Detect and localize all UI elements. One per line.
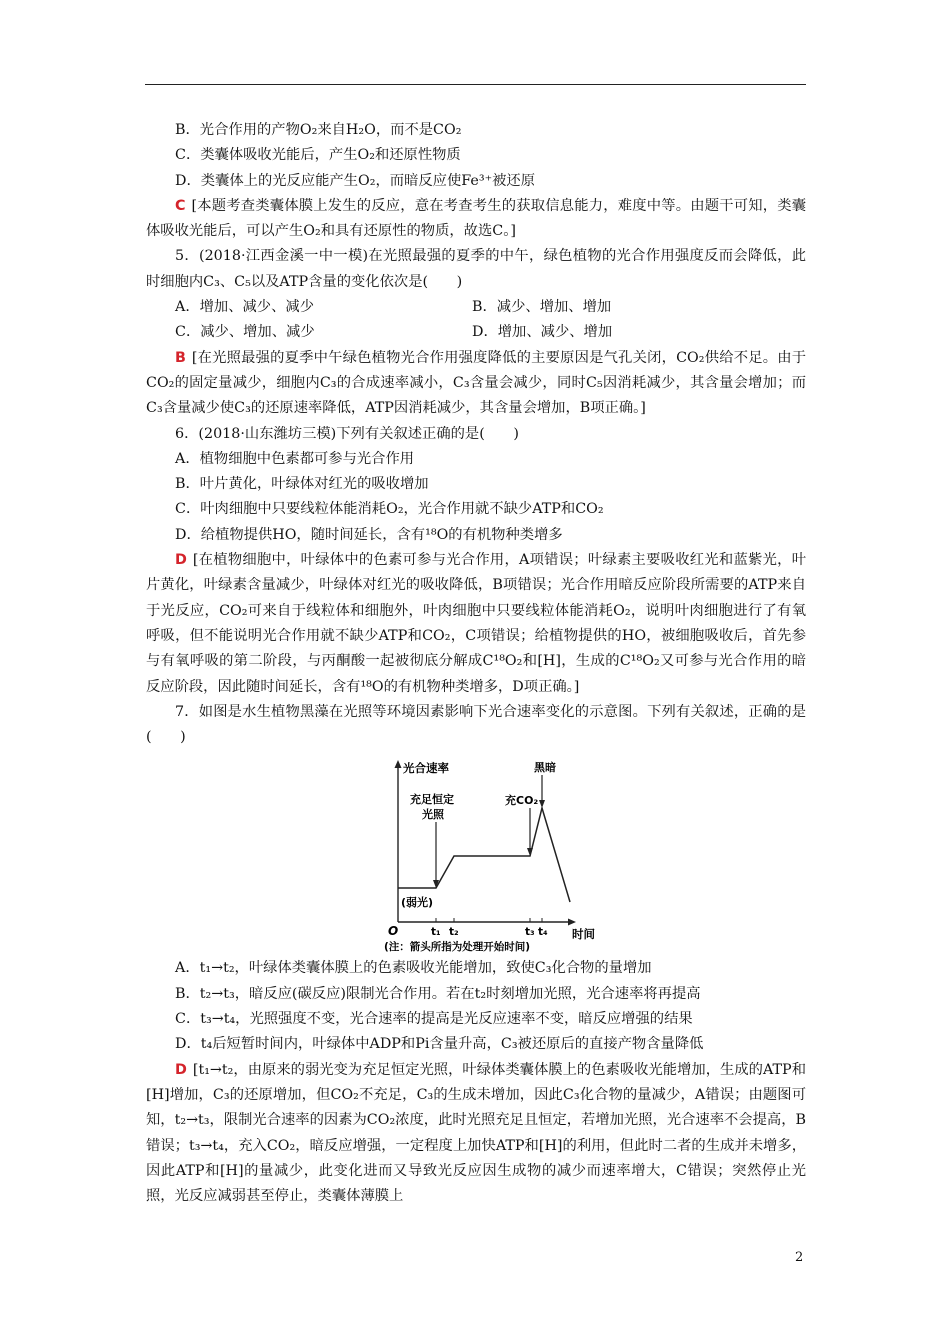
figure-note: (注：箭头所指为处理开始时间) [384, 941, 531, 953]
full-light-label-line2: 光照 [422, 808, 444, 822]
q4-answer [146, 194, 806, 245]
weak-light-label: (弱光) [401, 896, 434, 910]
q5-answer [146, 346, 806, 422]
x-axis-arrow [568, 919, 576, 926]
q6-answer-text: [在植物细胞中，叶绿体中的色素可参与光合作用，A项错误；叶绿素主要吸收红光和蓝紫光，叶片黄化，叶绿素含量减少，叶绿体对红光的吸收降低，B项错误；光合作用暗反应阶段所需要的ATP来自于光反应，CO₂可来自于线粒体和细胞外，叶肉细胞中只要线粒体能消耗O₂，说明叶肉细胞进行了有氧呼吸，但不能说明光合作用就不缺少ATP和CO₂，C项错误；给植物提供的HO，被细胞吸收后，首先参与有氧呼吸的第二阶段，与丙酮酸一起被彻底分解成C¹⁸O₂和[H]，生成的C¹⁸O₂又可参与光合作用的暗反应阶段，因此随时间延长，含有¹⁸O的有机物种类增多，D项正确。] [146, 552, 806, 695]
t1-label: t₁ [431, 926, 441, 939]
co2-label: 充CO₂ [505, 794, 539, 808]
q7-option-b: B．t₂→t₃，暗反应(碳反应)限制光合作用。若在t₂时刻增加光照，光合速率将再提高 [175, 985, 701, 1002]
q6-option-a: A．植物细胞中色素都可参与光合作用 [175, 450, 415, 467]
q7-stem: 7．如图是水生植物黑藻在光照等环境因素影响下光合速率变化的示意图。下列有关叙述，正确的是( ) [146, 703, 806, 746]
y-axis-arrow [395, 760, 402, 768]
q5-option-a: A．增加、减少、减少 [175, 299, 314, 316]
q4-answer-letter: C [175, 197, 186, 214]
q7-answer-letter: D [175, 1061, 187, 1078]
x-axis-label: 时间 [572, 927, 595, 942]
co2-arrow-head [527, 848, 533, 856]
t2-label: t₂ [449, 926, 459, 939]
q4-option-d: D．类囊体上的光反应能产生O₂，而暗反应使Fe³⁺被还原 [175, 172, 536, 189]
q6-option-b: B．叶片黄化，叶绿体对红光的吸收增加 [175, 476, 429, 493]
q6-stem: 6．(2018·山东潍坊三模)下列有关叙述正确的是( ) [175, 425, 519, 442]
dark-label: 黑暗 [534, 761, 556, 775]
q7-answer [146, 1058, 806, 1210]
q7-option-a: A．t₁→t₂，叶绿体类囊体膜上的色素吸收光能增加，致使C₃化合物的量增加 [175, 960, 652, 977]
q5-option-b: B．减少、增加、增加 [472, 299, 612, 316]
q7-answer-text: [t₁→t₂，由原来的弱光变为充足恒定光照，叶绿体类囊体膜上的色素吸收光能增加，生成的ATP和[H]增加，C₃的还原增加，但CO₂不充足，C₃的生成未增加，因此C₃化合物的量减少，A错误；由题图可知，t₂→t₃，限制光合速率的因素为CO₂浓度，此时光照充足且恒定，若增加光照，光合速率不会提高，B错误；t₃→t₄，充入CO₂，暗反应增强，一定程度上加快ATP和[H]的利用，但此时二者的生成并未增多，因此ATP和[H]的量减少，此变化进而又导致光反应因生成物的减少而速率增大，C错误；突然停止光照，光反应减弱甚至停止，类囊体薄膜上 [146, 1061, 806, 1205]
q7-figure [146, 750, 806, 956]
rate-curve [398, 808, 570, 902]
q5-option-c: C．减少、增加、减少 [175, 324, 315, 341]
q5-options-row1 [146, 295, 806, 320]
q4-answer-text: [本题考查类囊体膜上发生的反应，意在考查考生的获取信息能力，难度中等。由题干可知，类囊体吸收光能后，可以产生O₂和具有还原性的物质，故选C。] [146, 197, 806, 240]
q6-option-c: C．叶肉细胞中只要线粒体能消耗O₂，光合作用就不缺少ATP和CO₂ [175, 501, 604, 518]
origin-label: O [388, 924, 399, 939]
q5-stem: 5．(2018·江西金溪一中一模)在光照最强的夏季的中午，绿色植物的光合作用强度反而会降低，此时细胞内C₃、C₅以及ATP含量的变化依次是( ) [146, 248, 806, 290]
q4-option-b: B．光合作用的产物O₂来自H₂O，而不是CO₂ [175, 122, 462, 138]
full-light-label-line1: 充足恒定 [410, 793, 454, 807]
q5-answer-letter: B [175, 349, 186, 366]
page-content [146, 118, 806, 1209]
q5-option-d: D．增加、减少、增加 [472, 324, 613, 341]
q6-option-d: D．给植物提供HO，随时间延长，含有¹⁸O的有机物种类增多 [175, 526, 563, 543]
q4-option-c: C．类囊体吸收光能后，产生O₂和还原性物质 [175, 147, 461, 164]
page-number: 2 [795, 1250, 804, 1265]
q7-option-c: C．t₃→t₄，光照强度不变，光合速率的提高是光反应速率不变，暗反应增强的结果 [175, 1011, 693, 1028]
dark-arrow-head [539, 800, 545, 808]
q5-answer-text: [在光照最强的夏季中午绿色植物光合作用强度降低的主要原因是气孔关闭，CO₂供给不足。由于CO₂的固定量减少，细胞内C₃的合成速率减小，C₃含量会减少，同时C₅因消耗减少，其含量会增加；而C₃含量减少使C₃的还原速率降低，ATP因消耗减少，其含量会增加，B项正确。] [146, 349, 806, 417]
photosynthesis-rate-graph [384, 752, 604, 952]
y-axis-label: 光合速率 [403, 761, 449, 776]
header-rule [145, 84, 806, 85]
q7-option-d: D．t₄后短暂时间内，叶绿体中ADP和Pi含量升高，C₃被还原后的直接产物含量降低 [175, 1036, 704, 1053]
q6-answer [146, 548, 806, 700]
t4-label: t₄ [538, 926, 548, 939]
t3-label: t₃ [525, 926, 535, 939]
q5-options-row2 [146, 320, 806, 345]
q6-answer-letter: D [175, 552, 187, 569]
